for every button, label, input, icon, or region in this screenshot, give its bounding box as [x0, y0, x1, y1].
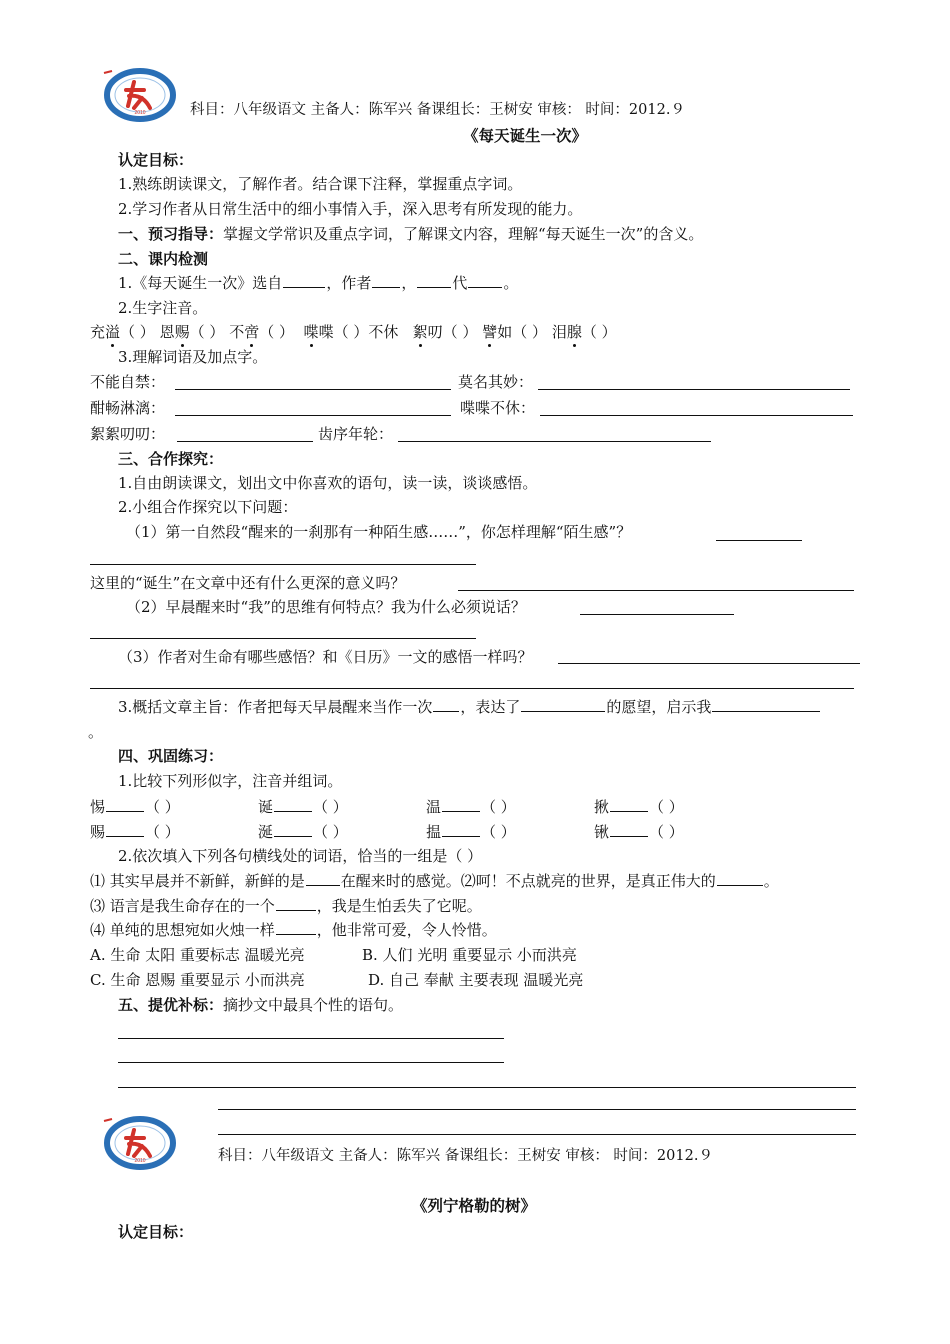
coop-2: 2.小组合作探究以下问题：	[118, 498, 298, 516]
coop-1: 1.自由朗读课文，划出文中你喜欢的语句，读一读，谈谈感悟。	[118, 474, 538, 492]
lesson-title: 《列宁格勒的树》	[412, 1196, 537, 1215]
blank[interactable]	[442, 822, 480, 837]
blank[interactable]	[610, 822, 648, 837]
coop-2-2: （2）早晨醒来时“我”的思维有何特点？我为什么必须说话？	[126, 598, 526, 616]
blank[interactable]	[274, 822, 312, 837]
extra-heading: 五、提优补标：	[118, 996, 224, 1014]
coop-2-1b: 这里的“诞生”在文章中还有什么更深的意义吗？	[90, 574, 406, 592]
sentence-4: ⑷ 单纯的思想宛如火烛一样 ，他非常可爱，令人怜惜。	[90, 921, 497, 939]
coop-3-end: 。	[88, 723, 104, 741]
preview-guide	[118, 224, 703, 244]
answer-line[interactable]	[90, 564, 476, 565]
word-label: 絮絮叨叨：	[90, 425, 166, 443]
answer-line[interactable]	[538, 389, 850, 390]
pinyin-item: 絮叨（ ）	[412, 323, 478, 341]
blank[interactable]	[417, 273, 451, 288]
coop-heading: 三、合作探究：	[118, 450, 224, 468]
option-c: C. 生命 恩赐 重要显示 小而洪亮	[90, 971, 305, 989]
char-row: 揾 （ ）	[426, 823, 516, 841]
blank[interactable]	[106, 797, 144, 812]
consolidation-heading: 四、巩固练习：	[118, 747, 224, 765]
blank[interactable]	[712, 697, 820, 712]
blank[interactable]	[717, 871, 763, 886]
option-b: B. 人们 光明 重要显示 小而洪亮	[362, 946, 577, 964]
answer-line[interactable]	[175, 415, 451, 416]
blank[interactable]	[521, 697, 605, 712]
word-label: 莫名其妙：	[458, 373, 534, 391]
char-row: 揪 （ ）	[594, 798, 684, 816]
blank[interactable]	[433, 697, 459, 712]
pinyin-item: 譬如（ ）	[482, 323, 548, 341]
pinyin-item: 恩赐（ ）	[159, 323, 225, 341]
answer-line[interactable]	[177, 441, 313, 442]
preview-heading: 一、预习指导：	[118, 225, 224, 243]
answer-line[interactable]	[175, 389, 451, 390]
practice-2: 2.依次填入下列各句横线处的词语，恰当的一组是（ ）	[118, 847, 483, 865]
word-label: 不能自禁：	[90, 373, 166, 391]
pinyin-item: 充溢（ ）	[90, 323, 155, 341]
blank[interactable]	[442, 797, 480, 812]
goals-heading: 认定目标：	[118, 1223, 194, 1241]
answer-line[interactable]	[218, 1109, 856, 1110]
goals-heading: 认定目标：	[118, 151, 194, 169]
sentence-3: ⑶ 语言是我生命存在的一个 ，我是生怕丢失了它呢。	[90, 897, 482, 915]
char-row: 温 （ ）	[426, 798, 516, 816]
coop-3	[118, 697, 821, 717]
question-1	[118, 273, 518, 293]
blank[interactable]	[276, 920, 316, 935]
extra-text: 摘抄文中最具个性的语句。	[223, 996, 404, 1014]
q1-text: 。	[503, 274, 519, 292]
answer-line[interactable]	[716, 540, 802, 541]
answer-line[interactable]	[580, 614, 734, 615]
answer-line[interactable]	[90, 688, 854, 689]
school-logo	[98, 1112, 178, 1172]
pinyin-item: 喋喋（ ）不休	[303, 323, 399, 341]
answer-line[interactable]	[118, 1087, 856, 1088]
word-label: 酣畅淋漓：	[90, 399, 166, 417]
c3-text: ，表达了	[460, 698, 521, 716]
question-2: 2.生字注音。	[118, 299, 208, 317]
answer-line[interactable]	[118, 1062, 504, 1063]
practice-1: 1.比较下列形似字，注音并组词。	[118, 772, 343, 790]
preview-text: 掌握文学常识及重点字词，了解课文内容，理解“每天诞生一次”的含义。	[223, 225, 704, 243]
blank[interactable]	[372, 273, 400, 288]
q1-text: ，	[401, 274, 417, 292]
goal-2: 2.学习作者从日常生活中的细小事情入手，深入思考有所发现的能力。	[118, 200, 583, 218]
answer-line[interactable]	[558, 663, 860, 664]
answer-line[interactable]	[458, 590, 854, 591]
coop-2-1: （1）第一自然段“醒来的一刹那有一种陌生感……”，你怎样理解“陌生感”？	[126, 523, 632, 541]
option-d: D. 自己 奉献 主要表现 温暖光亮	[368, 971, 584, 989]
lesson-title: 《每天诞生一次》	[463, 126, 588, 145]
blank[interactable]	[468, 273, 502, 288]
q1-text: 代	[452, 274, 468, 292]
blank[interactable]	[106, 822, 144, 837]
extra-section	[118, 995, 403, 1015]
pinyin-item: 泪腺（ ）	[551, 323, 617, 341]
answer-line[interactable]	[540, 415, 853, 416]
blank[interactable]	[306, 871, 340, 886]
option-a: A. 生命 太阳 重要标志 温暖光亮	[90, 946, 305, 964]
word-label: 齿序年轮：	[318, 425, 394, 443]
school-logo	[98, 64, 178, 124]
word-label: 喋喋不休：	[460, 399, 536, 417]
svg-text:2010: 2010	[134, 110, 146, 116]
char-row: 惕 （ ）	[90, 798, 180, 816]
answer-line[interactable]	[398, 441, 711, 442]
answer-line[interactable]	[218, 1134, 856, 1135]
goal-1: 1.熟练朗读课文，了解作者。结合课下注释，掌握重点字词。	[118, 175, 523, 193]
pinyin-row	[90, 322, 617, 342]
char-row: 诞 （ ）	[258, 798, 348, 816]
answer-line[interactable]	[118, 1038, 504, 1039]
check-heading: 二、课内检测	[118, 250, 209, 268]
pinyin-item: 不啻（ ）	[229, 323, 294, 341]
c3-text: 的愿望，启示我	[606, 698, 712, 716]
blank[interactable]	[283, 273, 325, 288]
char-row: 涎 （ ）	[258, 823, 348, 841]
sentence-1-2: ⑴ 其实早晨并不新鲜，新鲜的是 在醒来时的感觉。⑵呵！不点就亮的世界，是真正伟大的 。	[90, 872, 779, 890]
page-header: 科目：八年级语文 主备人：陈军兴 备课组长：王树安 审核： 时间：2012.９	[218, 1148, 713, 1164]
question-3: 3.理解词语及加点字。	[118, 348, 268, 366]
blank[interactable]	[274, 797, 312, 812]
blank[interactable]	[276, 896, 316, 911]
page-header: 科目：八年级语文 主备人：陈军兴 备课组长：王树安 审核： 时间：2012.９	[190, 102, 685, 118]
blank[interactable]	[610, 797, 648, 812]
coop-2-3: （3）作者对生命有哪些感悟？和《日历》一文的感悟一样吗？	[118, 648, 533, 666]
svg-text:2010: 2010	[134, 1158, 146, 1164]
answer-line[interactable]	[90, 638, 476, 639]
q1-text: ，作者	[326, 274, 372, 292]
q1-text: 1.《每天诞生一次》选自	[118, 274, 283, 292]
char-row: 锹 （ ）	[594, 823, 684, 841]
char-row: 赐 （ ）	[90, 823, 180, 841]
c3-text: 3.概括文章主旨：作者把每天早晨醒来当作一次	[118, 698, 433, 716]
